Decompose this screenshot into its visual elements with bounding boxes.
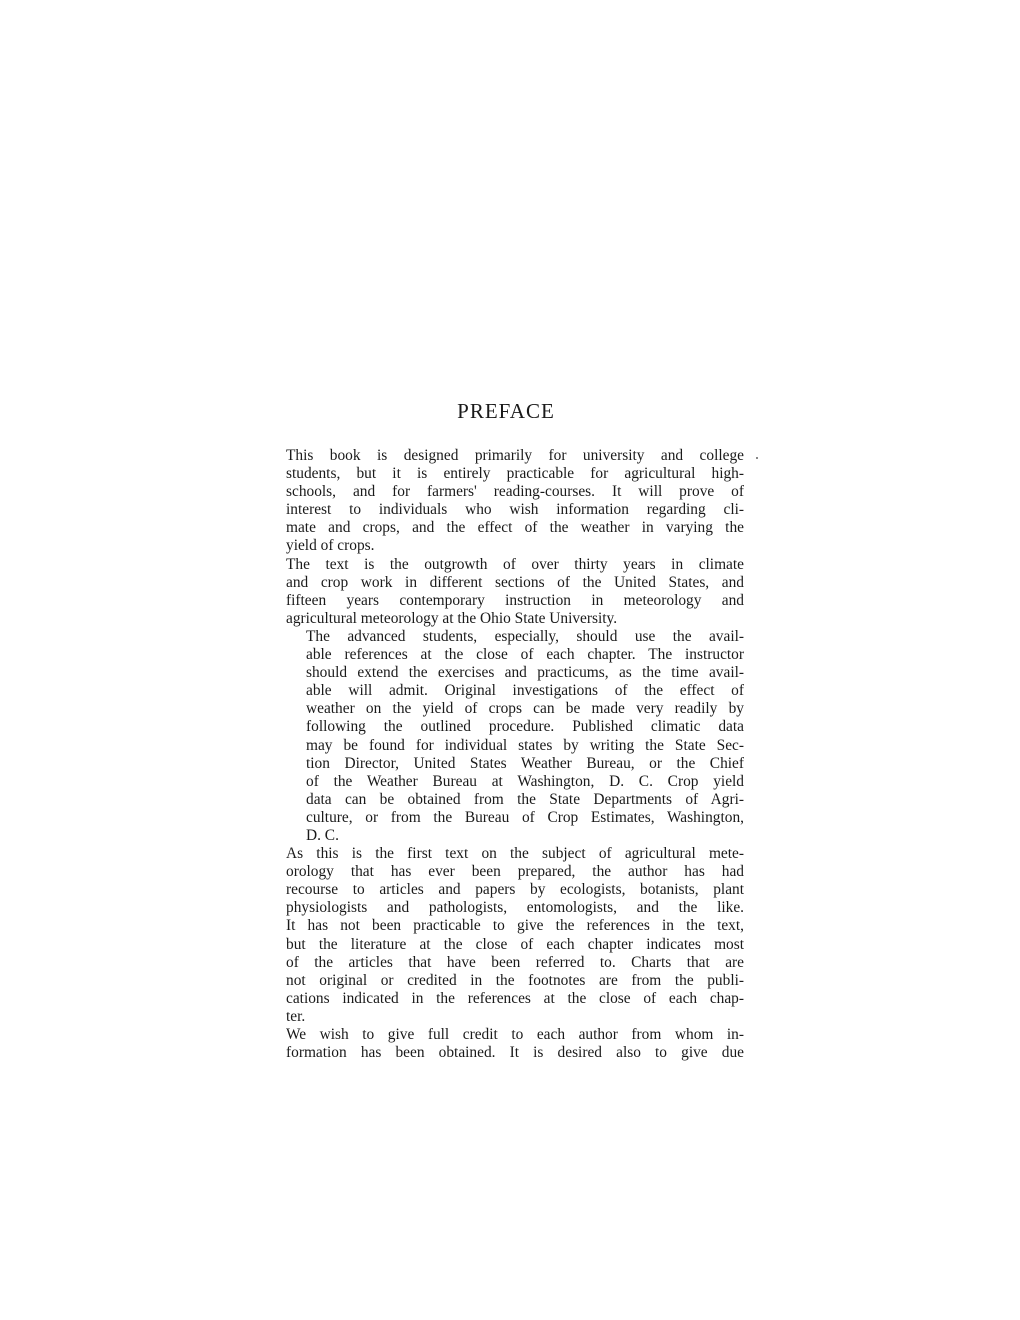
paragraph-5 <box>268 1026 744 1062</box>
text-line: not original or credited in the footnotes are from the publi- <box>286 971 744 989</box>
paragraph-2 <box>268 556 744 628</box>
page-heading: PREFACE <box>457 399 555 423</box>
text-line: formation has been obtained. It is desired also to give due <box>286 1044 744 1062</box>
text-line: This book is designed primarily for university and college <box>286 447 744 464</box>
paragraph-3 <box>268 628 744 845</box>
text-line: We wish to give full credit to each author from whom in- <box>286 1026 744 1043</box>
text-line: physiologists and pathologists, entomologists, and the like. <box>286 899 744 917</box>
text-line: and crop work in different sections of the United States, and <box>286 573 744 591</box>
text-line: fifteen years contemporary instruction in meteorology and <box>286 591 744 609</box>
paragraph-4 <box>268 845 744 1026</box>
text-line: ter. <box>286 1007 306 1025</box>
text-line: orology that has ever been prepared, the author has had <box>286 863 744 881</box>
text-line: schools, and for farmers' reading-courses. It will prove of <box>286 483 744 501</box>
text-line: It has not been practicable to give the references in the text, <box>286 917 744 935</box>
text-line: following the outlined procedure. Published climatic data <box>306 718 744 736</box>
text-line: tion Director, United States Weather Bureau, or the Chief <box>306 754 744 772</box>
text-line: agricultural meteorology at the Ohio State University. <box>286 609 618 627</box>
paragraph-1 <box>268 447 744 556</box>
text-line: yield of crops. <box>286 537 375 555</box>
text-line: able will admit. Original investigations of the effect of <box>306 682 744 700</box>
text-line: mate and crops, and the effect of the weather in varying the <box>286 519 744 537</box>
text-line: As this is the first text on the subject of agricultural mete- <box>286 845 744 863</box>
text-line: D. C. <box>306 826 339 844</box>
text-line: able references at the close of each chapter. The instructor <box>306 646 744 664</box>
text-line: of the Weather Bureau at Washington, D. C. Crop yield <box>306 772 744 790</box>
text-line: cations indicated in the references at the close of each chap- <box>286 989 744 1007</box>
text-line: recourse to articles and papers by ecologists, botanists, plant <box>286 881 744 899</box>
text-line: of the articles that have been referred to. Charts that are <box>286 953 744 971</box>
text-line: interest to individuals who wish information regarding cli- <box>286 501 744 519</box>
text-line: may be found for individual states by writing the State Sec- <box>306 736 744 754</box>
text-line: The advanced students, especially, should use the avail- <box>306 627 744 645</box>
text-line: students, but it is entirely practicable for agricultural high- <box>286 465 744 483</box>
text-line: The text is the outgrowth of over thirty years in climate <box>286 555 744 573</box>
text-line: data can be obtained from the State Departments of Agri- <box>306 790 744 808</box>
text-line: weather on the yield of crops can be made very readily by <box>306 700 744 718</box>
text-line: should extend the exercises and practicums, as the time avail- <box>306 664 744 682</box>
text-line: culture, or from the Bureau of Crop Estimates, Washington, <box>306 808 744 826</box>
text-line: but the literature at the close of each chapter indicates most <box>286 935 744 953</box>
margin-speck <box>756 457 758 459</box>
preface-body <box>268 447 744 1062</box>
